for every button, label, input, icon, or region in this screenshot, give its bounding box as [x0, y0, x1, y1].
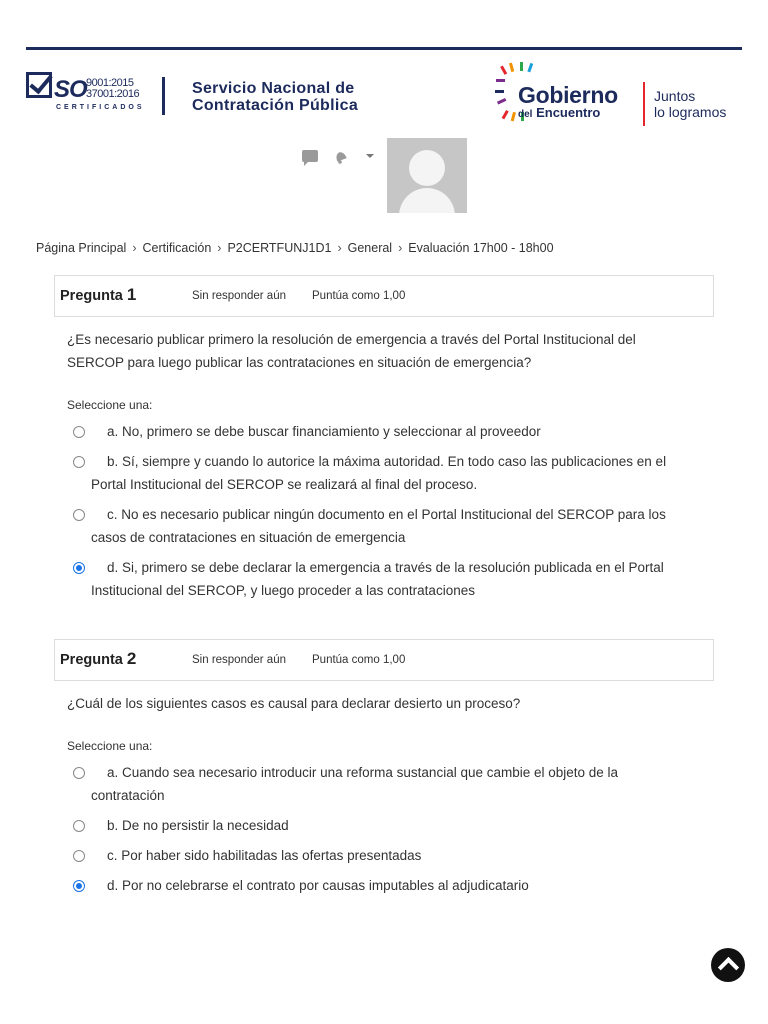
- question-state: Sin responder aún: [192, 654, 286, 666]
- chevron-right-icon: ›: [132, 241, 137, 255]
- radio-button[interactable]: [73, 820, 85, 832]
- question-label: Pregunta 1: [60, 285, 137, 304]
- answer-label: a. Cuando sea necesario introducir una reforma sustancial que cambie el objeto de la contratación: [91, 765, 619, 803]
- answer-option[interactable]: [70, 814, 680, 837]
- question-number: 1: [126, 285, 137, 304]
- avatar[interactable]: [387, 138, 467, 213]
- answer-option-selected[interactable]: [70, 556, 680, 602]
- sercop-logo: [192, 80, 358, 114]
- answer-option[interactable]: [70, 450, 680, 496]
- breadcrumb-certificacion[interactable]: Certificación: [142, 241, 212, 255]
- question-state: Sin responder aún: [192, 290, 286, 302]
- gobierno-logo: [494, 62, 744, 128]
- chat-icon[interactable]: [302, 150, 318, 162]
- radio-button-checked[interactable]: [73, 880, 85, 892]
- radio-button[interactable]: [73, 426, 85, 438]
- bell-icon[interactable]: [333, 149, 349, 165]
- radio-button-checked[interactable]: [73, 562, 85, 574]
- question-1-info: [54, 275, 714, 317]
- radio-button[interactable]: [73, 850, 85, 862]
- sercop-line2: Contratación Pública: [192, 97, 359, 114]
- breadcrumb-home[interactable]: Página Principal: [36, 241, 127, 255]
- answer-option-selected[interactable]: [70, 874, 680, 897]
- logo-divider: [162, 77, 165, 115]
- answer-option[interactable]: [70, 761, 680, 807]
- question-1-text: ¿Es necesario publicar primero la resolución de emergencia a través del Portal Institucional del SERCOP para luego publicar las contrataciones en situación de emergencia?: [67, 332, 636, 370]
- breadcrumb-evaluacion[interactable]: Evaluación 17h00 - 18h00: [408, 241, 554, 255]
- radio-button[interactable]: [73, 509, 85, 521]
- answer-label: d. Por no celebrarse el contrato por causas imputables al adjudicatario: [107, 878, 529, 893]
- answer-option[interactable]: [70, 844, 680, 867]
- answer-label: b. Sí, siempre y cuando lo autorice la máxima autoridad. En todo caso las publicaciones en el Portal Institucional del SERCOP se realizará al final del proceso.: [91, 454, 667, 492]
- breadcrumb: [36, 241, 554, 255]
- slogan-line2: lo logramos: [654, 104, 727, 120]
- iso-standards: [86, 78, 139, 100]
- back-to-top-button[interactable]: [711, 948, 745, 982]
- question-2-prompt: Seleccione una:: [67, 739, 153, 753]
- question-2-info: [54, 639, 714, 681]
- header-top-line: [26, 47, 742, 50]
- breadcrumb-general[interactable]: General: [347, 241, 393, 255]
- gobierno-sub-prefix: del: [518, 109, 533, 120]
- caret-down-icon[interactable]: [366, 154, 374, 158]
- gobierno-slogan: [654, 88, 726, 120]
- question-number: 2: [126, 649, 137, 668]
- gobierno-divider: [643, 82, 645, 126]
- answer-label: b. De no persistir la necesidad: [107, 818, 289, 833]
- question-1-prompt: Seleccione una:: [67, 398, 153, 412]
- radio-button[interactable]: [73, 767, 85, 779]
- answer-option[interactable]: [70, 420, 680, 443]
- checkbox-mark-icon: [26, 72, 52, 98]
- answer-label: c. Por haber sido habilitadas las ofertas presentadas: [107, 848, 422, 863]
- sercop-line1: Servicio Nacional de: [192, 80, 355, 97]
- question-2-text: ¿Cuál de los siguientes casos es causal para declarar desierto un proceso?: [67, 696, 521, 711]
- iso-certification-logo: [26, 72, 145, 116]
- question-grade: Puntúa como 1,00: [312, 290, 406, 302]
- iso-standard: 37001:2016: [86, 88, 140, 100]
- avatar-body: [399, 188, 455, 213]
- slogan-line1: Juntos: [654, 88, 696, 104]
- chevron-right-icon: ›: [217, 241, 222, 255]
- iso-mark: SO: [54, 76, 87, 103]
- question-label: Pregunta 2: [60, 649, 137, 668]
- question-grade: Puntúa como 1,00: [312, 654, 406, 666]
- gobierno-sub: Encuentro: [536, 105, 601, 120]
- gobierno-subtitle: [518, 105, 600, 120]
- radio-button[interactable]: [73, 456, 85, 468]
- avatar-head: [409, 150, 445, 186]
- gobierno-title: Gobierno: [518, 82, 618, 108]
- answer-label: c. No es necesario publicar ningún documento en el Portal Institucional del SERCOP para los casos de contrataciones en situación de emergencia: [91, 507, 666, 545]
- iso-standard: 9001:2015: [86, 77, 134, 89]
- answer-label: d. Si, primero se debe declarar la emergencia a través de la resolución publicada en el Portal Institucional del SERCOP, y luego proceder a las contrataciones: [91, 560, 664, 598]
- chevron-right-icon: ›: [337, 241, 342, 255]
- answer-label: a. No, primero se debe buscar financiamiento y seleccionar al proveedor: [107, 424, 541, 439]
- answer-option[interactable]: [70, 503, 680, 549]
- iso-caption: CERTIFICADOS: [56, 104, 145, 111]
- chevron-right-icon: ›: [398, 241, 403, 255]
- breadcrumb-course[interactable]: P2CERTFUNJ1D1: [227, 241, 332, 255]
